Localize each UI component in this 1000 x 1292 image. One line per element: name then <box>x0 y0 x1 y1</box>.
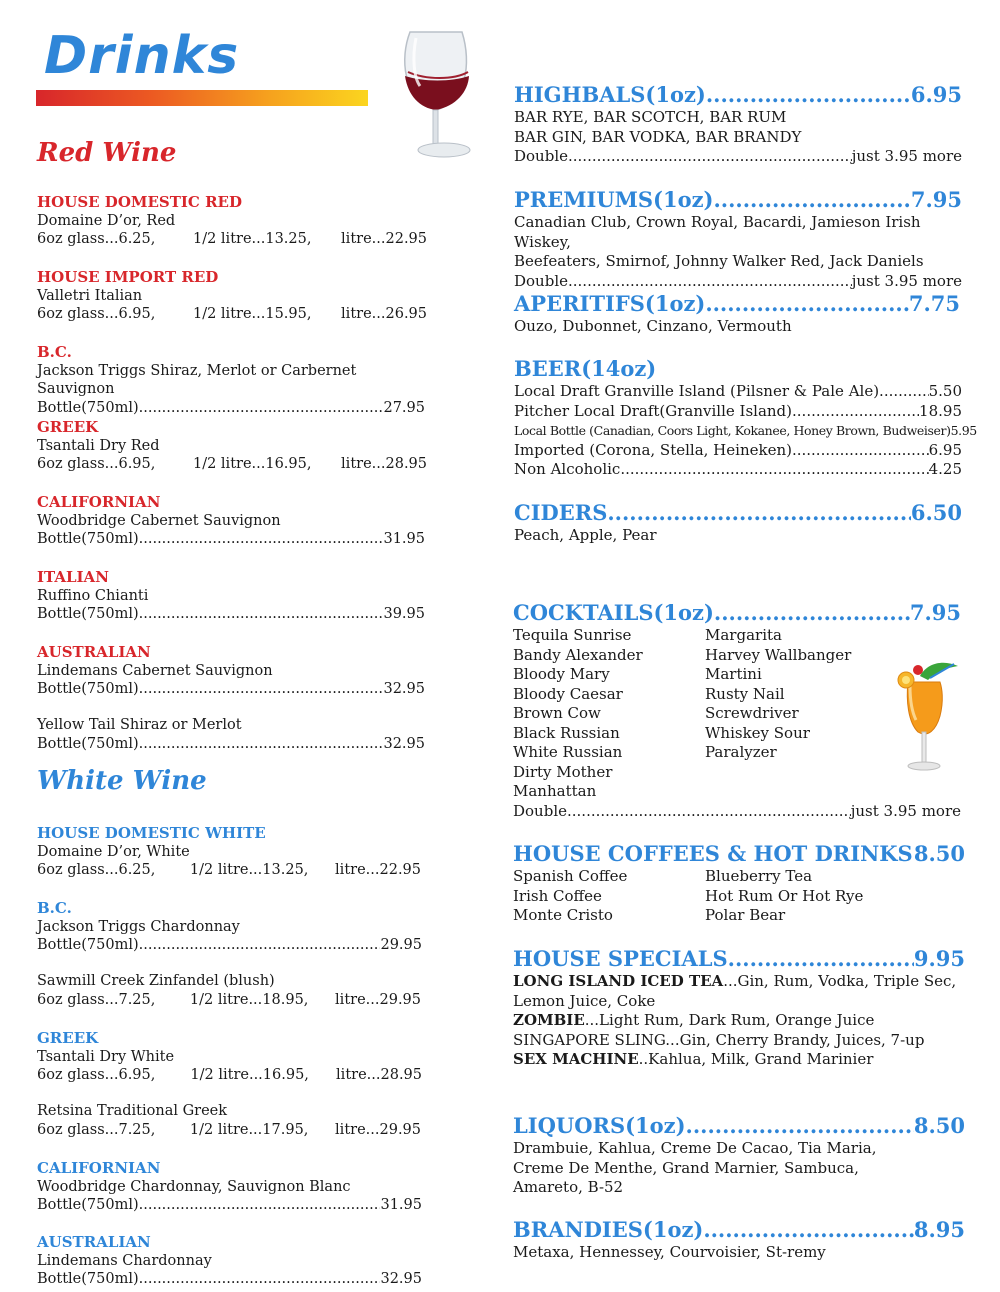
special-desc: Lemon Juice, Coke <box>513 991 656 1010</box>
price-litre: litre...28.95 <box>336 1067 422 1083</box>
red-wine-item <box>37 418 427 474</box>
bottle-price: 29.95 <box>380 937 422 953</box>
price-glass: 6oz glass...7.25, <box>37 991 156 1008</box>
section-price: 6.50 <box>910 500 962 525</box>
cocktail-item: Brown Cow <box>513 704 601 722</box>
price-glass: 6oz glass...7.25, <box>37 1121 156 1138</box>
price-half-litre: 1/2 litre...18.95, <box>189 991 309 1008</box>
section-price: 6.95 <box>910 82 962 107</box>
price-glass: 6oz glass...6.25, <box>37 231 156 247</box>
beer-item-price: 5.95 <box>950 423 977 438</box>
wine-section-name: HOUSE DOMESTIC WHITE <box>37 824 266 842</box>
red-wine-item <box>37 568 425 624</box>
wine-desc: Retsina Traditional Greek <box>37 1103 228 1119</box>
wine-section-name: GREEK <box>37 1029 99 1047</box>
coffee-item: Spanish Coffee <box>513 867 628 885</box>
wine-section-name: B.C. <box>37 899 72 917</box>
price-litre: litre...29.95 <box>335 1121 421 1138</box>
section-price: 7.95 <box>910 187 962 212</box>
wine-desc: Valletri Italian <box>37 287 143 304</box>
section-title: BRANDIES(1oz) <box>513 1217 704 1242</box>
section-price: 9.95 <box>913 946 965 971</box>
section-line: Amareto, B-52 <box>513 1178 624 1196</box>
coffee-item: Blueberry Tea <box>705 867 813 885</box>
coffee-item: Polar Bear <box>705 906 786 924</box>
section-line: Peach, Apple, Pear <box>514 526 657 544</box>
wine-section-name: CALIFORNIAN <box>37 1159 161 1177</box>
double-label: Double <box>514 271 568 290</box>
white-wine-item <box>37 1102 421 1139</box>
special-desc: ...Light Rum, Dark Rum, Orange Juice <box>584 1011 875 1029</box>
wine-desc: Domaine D’or, White <box>37 843 190 860</box>
special-desc: ...Gin, Rum, Vodka, Triple Sec, <box>723 972 957 990</box>
price-glass: 6oz glass...6.25, <box>37 862 156 878</box>
price-half-litre: 1/2 litre...16.95, <box>190 1067 309 1083</box>
section-price: 8.95 <box>913 1217 965 1242</box>
price-half-litre: 1/2 litre...13.25, <box>192 231 312 247</box>
cocktail-item: Martini <box>705 665 762 683</box>
section-price: 8.50 <box>913 841 965 866</box>
coffee-item: Irish Coffee <box>513 886 602 905</box>
premiums-section <box>514 187 962 291</box>
beer-item-label: Pitcher Local Draft(Granville Island) <box>514 401 793 420</box>
red-wine-item <box>37 643 425 699</box>
cocktail-item: Paralyzer <box>705 743 777 761</box>
specials-section <box>513 946 965 1070</box>
price-litre: litre...22.95 <box>341 231 427 247</box>
beer-item-label: Local Bottle (Canadian, Coors Light, Kokanee, Honey Brown, Budweiser) <box>514 423 951 438</box>
special-desc: ..Kahlua, Milk, Grand Marinier <box>638 1050 874 1068</box>
price-half-litre: 1/2 litre...13.25, <box>189 862 309 878</box>
price-half-litre: 1/2 litre...16.95, <box>192 456 312 472</box>
red-wine-item <box>37 268 427 324</box>
bottle-label: Bottle(750ml) <box>37 1271 139 1287</box>
section-title: LIQUORS(1oz) <box>513 1113 686 1138</box>
section-title: HOUSE SPECIALS <box>513 946 728 971</box>
cocktail-item: Dirty Mother <box>513 762 613 781</box>
wine-desc: Jackson Triggs Chardonnay <box>37 918 240 935</box>
wine-desc: Tsantali Dry Red <box>37 437 160 454</box>
section-price: 7.95 <box>909 600 961 625</box>
cocktail-item: Rusty Nail <box>705 684 785 703</box>
highbals-section <box>514 82 962 167</box>
price-litre: litre...29.95 <box>335 991 421 1008</box>
wine-desc: Yellow Tail Shiraz or Merlot <box>37 717 242 733</box>
bottle-price: 32.95 <box>380 1271 422 1287</box>
beer-section <box>514 356 977 480</box>
bottle-label: Bottle(750ml) <box>37 681 139 697</box>
wine-desc: Woodbridge Chardonnay, Sauvignon Blanc <box>37 1178 351 1195</box>
section-line: Ouzo, Dubonnet, Cinzano, Vermouth <box>514 317 792 335</box>
wine-desc: Sawmill Creek Zinfandel (blush) <box>37 973 275 989</box>
special-name: LONG ISLAND ICED TEA <box>513 972 724 990</box>
red-wine-item <box>37 343 425 417</box>
coffee-item: Hot Rum Or Hot Rye <box>705 886 864 905</box>
white-wine-item <box>37 972 421 1009</box>
section-title: PREMIUMS(1oz) <box>514 187 714 212</box>
cocktail-item: Manhattan <box>513 782 597 800</box>
page-title: Drinks <box>44 26 240 86</box>
bottle-label: Bottle(750ml) <box>37 1197 139 1213</box>
red-wine-item <box>37 193 427 249</box>
liquors-section <box>513 1113 965 1198</box>
wine-section-name: HOUSE IMPORT RED <box>37 268 219 286</box>
ciders-section <box>514 500 962 546</box>
coffees-section <box>513 841 965 926</box>
beer-item-label: Local Draft Granville Island (Pilsner & Pale Ale) <box>514 382 880 400</box>
bottle-price: 31.95 <box>383 531 425 547</box>
cocktail-item: White Russian <box>513 743 623 761</box>
bottle-label: Bottle(750ml) <box>37 937 139 953</box>
bottle-price: 31.95 <box>380 1197 422 1213</box>
white-wine-heading: White Wine <box>37 766 207 796</box>
section-title: CIDERS <box>514 500 608 525</box>
special-name: SEX MACHINE <box>513 1050 639 1068</box>
section-line: Metaxa, Hennessey, Courvoisier, St-remy <box>513 1243 826 1261</box>
cocktail-item: Tequila Sunrise <box>513 626 632 644</box>
wine-desc: Woodbridge Cabernet Sauvignon <box>37 512 281 529</box>
wine-desc: Ruffino Chianti <box>37 587 149 604</box>
bottle-price: 27.95 <box>383 399 425 416</box>
double-value: just 3.95 more <box>850 801 961 820</box>
price-litre: litre...28.95 <box>341 456 427 472</box>
wine-section-name: AUSTRALIAN <box>37 1233 151 1251</box>
double-label: Double <box>513 801 567 820</box>
double-value: just 3.95 more <box>851 271 962 290</box>
bottle-label: Bottle(750ml) <box>37 735 139 752</box>
bottle-price: 32.95 <box>383 681 425 697</box>
section-line: Beefeaters, Smirnof, Johnny Walker Red, Jack Daniels <box>514 252 924 270</box>
wine-desc: Jackson Triggs Shiraz, Merlot or Carbernet Sauvignon <box>37 362 357 397</box>
brandies-section <box>513 1217 965 1263</box>
white-wine-item <box>37 1029 422 1085</box>
price-glass: 6oz glass...6.95, <box>37 306 156 322</box>
cocktail-item: Bloody Caesar <box>513 684 623 703</box>
wine-section-name: AUSTRALIAN <box>37 643 151 661</box>
section-title: HIGHBALS(1oz) <box>514 82 706 107</box>
wine-section-name: GREEK <box>37 418 99 436</box>
white-wine-item <box>37 1159 422 1215</box>
cocktail-item: Bloody Mary <box>513 665 610 683</box>
section-line: Creme De Menthe, Grand Marnier, Sambuca, <box>513 1158 859 1177</box>
white-wine-item <box>37 899 422 955</box>
special-desc: SINGAPORE SLING...Gin, Cherry Brandy, Juices, 7-up <box>513 1030 925 1049</box>
cocktail-item: Screwdriver <box>705 704 799 722</box>
price-litre: litre...26.95 <box>341 306 427 322</box>
beer-item-price: 5.50 <box>928 382 962 400</box>
bottle-price: 32.95 <box>383 735 425 752</box>
price-glass: 6oz glass...6.95, <box>37 456 156 472</box>
price-half-litre: 1/2 litre...17.95, <box>189 1121 309 1138</box>
bottle-label: Bottle(750ml) <box>37 606 139 622</box>
section-price: 7.75 <box>908 291 960 316</box>
beer-item-price: 4.25 <box>928 460 962 478</box>
price-litre: litre...22.95 <box>335 862 421 878</box>
double-value: just 3.95 more <box>851 147 962 165</box>
red-wine-item <box>37 716 425 753</box>
section-title: COCKTAILS(1oz) <box>513 600 714 625</box>
wine-section-name: HOUSE DOMESTIC RED <box>37 193 242 211</box>
section-line: BAR RYE, BAR SCOTCH, BAR RUM <box>514 108 787 126</box>
price-half-litre: 1/2 litre...15.95, <box>192 306 312 322</box>
white-wine-item <box>37 824 421 880</box>
beer-item-price: 18.95 <box>919 401 962 420</box>
section-line: Drambuie, Kahlua, Creme De Cacao, Tia Maria, <box>513 1139 877 1157</box>
beer-item-label: Imported (Corona, Stella, Heineken) <box>514 440 792 459</box>
cocktail-item: Bandy Alexander <box>513 645 643 664</box>
wine-section-name: CALIFORNIAN <box>37 493 161 511</box>
red-wine-heading: Red Wine <box>37 138 177 168</box>
section-line: BAR GIN, BAR VODKA, BAR BRANDY <box>514 127 802 146</box>
beer-item-price: 6.95 <box>928 440 962 459</box>
wine-desc: Domaine D’or, Red <box>37 212 176 229</box>
bottle-price: 39.95 <box>383 606 425 622</box>
bottle-label: Bottle(750ml) <box>37 531 139 547</box>
double-label: Double <box>514 147 568 165</box>
wine-desc: Tsantali Dry White <box>37 1048 175 1065</box>
section-title: HOUSE COFFEES & HOT DRINKS <box>513 841 913 866</box>
section-title: BEER(14oz) <box>514 356 657 381</box>
section-line: Canadian Club, Crown Royal, Bacardi, Jamieson Irish Wiskey, <box>514 213 921 251</box>
red-wine-item <box>37 493 425 549</box>
cocktail-item: Whiskey Sour <box>705 723 810 742</box>
white-wine-item <box>37 1233 422 1289</box>
special-name: ZOMBIE <box>513 1011 585 1029</box>
section-title: APERITIFS(1oz) <box>514 291 706 316</box>
wine-section-name: B.C. <box>37 343 72 361</box>
wine-glass-icon <box>396 28 482 160</box>
wine-desc: Lindemans Chardonnay <box>37 1252 212 1269</box>
coffee-item: Monte Cristo <box>513 906 613 924</box>
wine-desc: Lindemans Cabernet Sauvignon <box>37 662 273 679</box>
aperitifs-section <box>514 291 960 337</box>
wine-section-name: ITALIAN <box>37 568 109 586</box>
title-underline-gradient <box>36 90 368 106</box>
bottle-label: Bottle(750ml) <box>37 399 139 416</box>
section-price: 8.50 <box>913 1113 965 1138</box>
cocktail-item: Harvey Wallbanger <box>705 645 852 664</box>
cocktail-item: Margarita <box>705 626 782 644</box>
cocktail-item: Black Russian <box>513 723 620 742</box>
price-glass: 6oz glass...6.95, <box>37 1067 156 1083</box>
beer-item-label: Non Alcoholic <box>514 460 621 478</box>
cocktail-glass-icon <box>888 660 968 780</box>
